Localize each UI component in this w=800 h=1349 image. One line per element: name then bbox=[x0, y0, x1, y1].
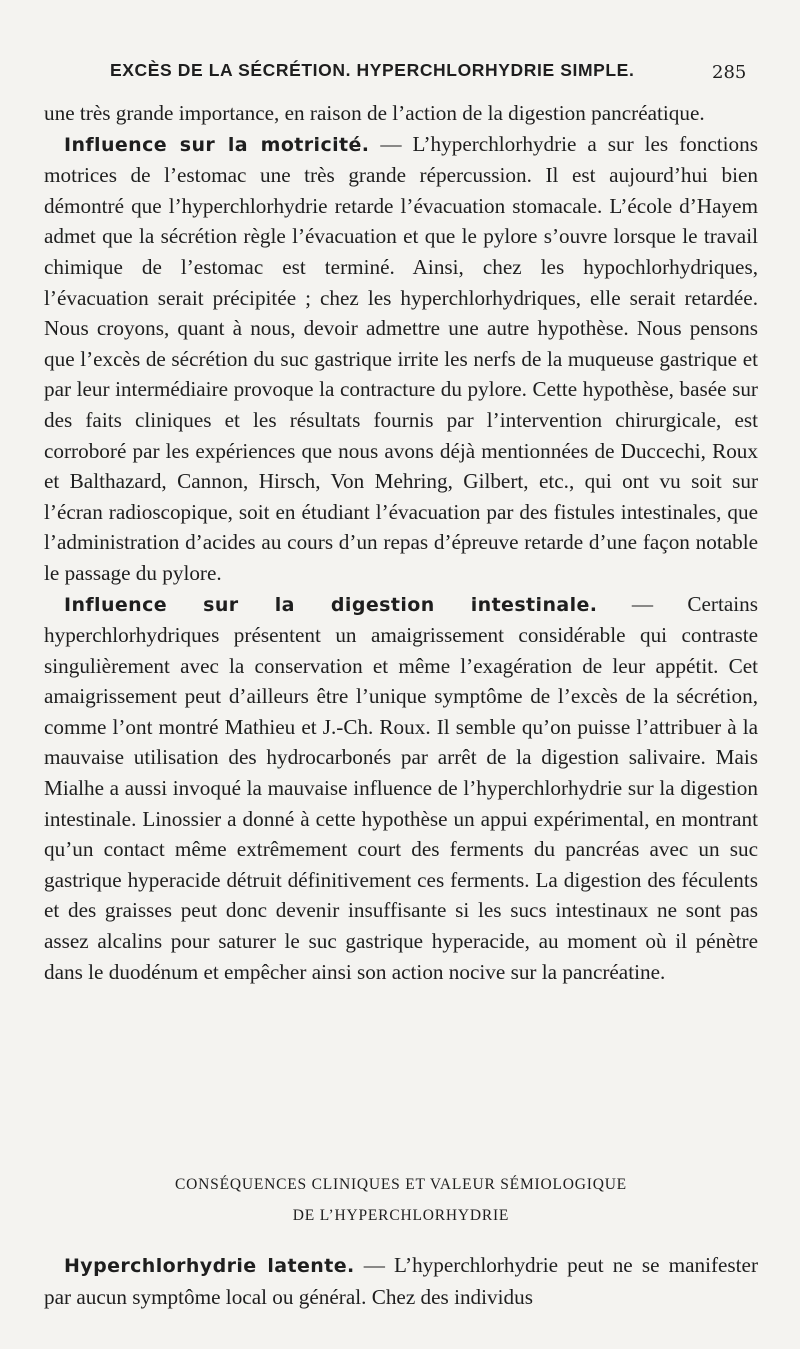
page-number: 285 bbox=[712, 62, 747, 83]
section-title: CONSÉQUENCES CLINIQUES ET VALEUR SÉMIOLOGIQUE bbox=[175, 1176, 627, 1193]
running-header: EXCÈS DE LA SÉCRÉTION. HYPERCHLORHYDRIE SIMPLE. bbox=[110, 60, 635, 80]
paragraph-heading-motricite: Influence sur la motricité. bbox=[64, 133, 370, 156]
paragraph-text: — Certains hyperchlorhydriques présentent un amaigrissement considérable qui contraste singulièrement avec la conservation et même l’exagération de leur appétit. Cet amaigrissement peut d’ailleurs être l’unique symptôme de l’excès de la sécrétion, comme l’ont montré Mathieu et J.-Ch. Roux. Il semble qu’on puisse l’attribuer à la mauvaise utilisation des hydrocarbonés par arrêt de la digestion salivaire. Mais Mialhe a aussi invoqué la mauvaise influence de l’hyperchlorhydrie sur la digestion intestinale. Linossier a donné à cette hypothèse un appui expérimental, en montrant qu’un contact même extrêmement court des ferments du pancréas avec un suc gastrique hyperacide détruit définitivement ces ferments. La digestion des féculents et des graisses peut donc devenir insuffisante si les sucs intestinaux ne sont pas assez alcalins pour saturer le suc gastrique hyperacide, au moment où il pénètre dans le duodénum et empêcher ainsi son action nocive sur la pancréatine. bbox=[44, 591, 759, 984]
section-subtitle: DE L’HYPERCHLORHYDRIE bbox=[292, 1207, 510, 1224]
paragraph-heading-latente: Hyperchlorhydrie latente. bbox=[64, 1255, 355, 1277]
paragraph-continuation bbox=[44, 98, 758, 129]
paragraph-text: — L’hyperchlorhydrie peut ne se manifester par aucun symptôme local ou général. Chez des individus bbox=[44, 1253, 759, 1309]
paragraph-text: une très grande importance, en raison de l’action de la digestion pancréatique. bbox=[44, 101, 705, 125]
paragraph-latente bbox=[44, 1250, 758, 1312]
paragraph-heading-digestion: Influence sur la digestion intestinale. bbox=[64, 593, 598, 616]
latent-text bbox=[44, 1250, 758, 1312]
main-text bbox=[44, 98, 758, 987]
paragraph-text: — L’hyperchlorhydrie a sur les fonctions motrices de l’estomac une très grande répercussion. Il est aujourd’hui bien démontré que l’hyperchlorhydrie retarde l’évacuation stomacale. L’école d’Hayem admet que la sécrétion règle l’évacuation et que le pylore s’ouvre lorsque le travail chimique de l’estomac est terminé. Ainsi, chez les hypochlorhydriques, l’évacuation serait précipitée ; chez les hyperchlorhydriques, elle serait retardée. Nous croyons, quant à nous, devoir admettre une autre hypothèse. Nous pensons que l’excès de sécrétion du suc gastrique irrite les nerfs de la muqueuse gastrique et par leur intermédiaire provoque la contracture du pylore. Cette hypothèse, basée sur des faits cliniques et les résultats fournis par l’intervention chirurgicale, est corroboré par les expériences que nous avons déjà mentionnées de Duccechi, Roux et Balthazard, Cannon, Hirsch, Von Mehring, Gilbert, etc., qui ont vu soit sur l’écran radioscopique, soit en étudiant l’évacuation par des fistules intestinales, que l’administration d’acides au cours d’un repas d’épreuve retarde d’une façon notable le passage du pylore. bbox=[44, 131, 758, 585]
paragraph-digestion-intestinale bbox=[44, 589, 758, 988]
paragraph-motricite bbox=[44, 129, 758, 589]
